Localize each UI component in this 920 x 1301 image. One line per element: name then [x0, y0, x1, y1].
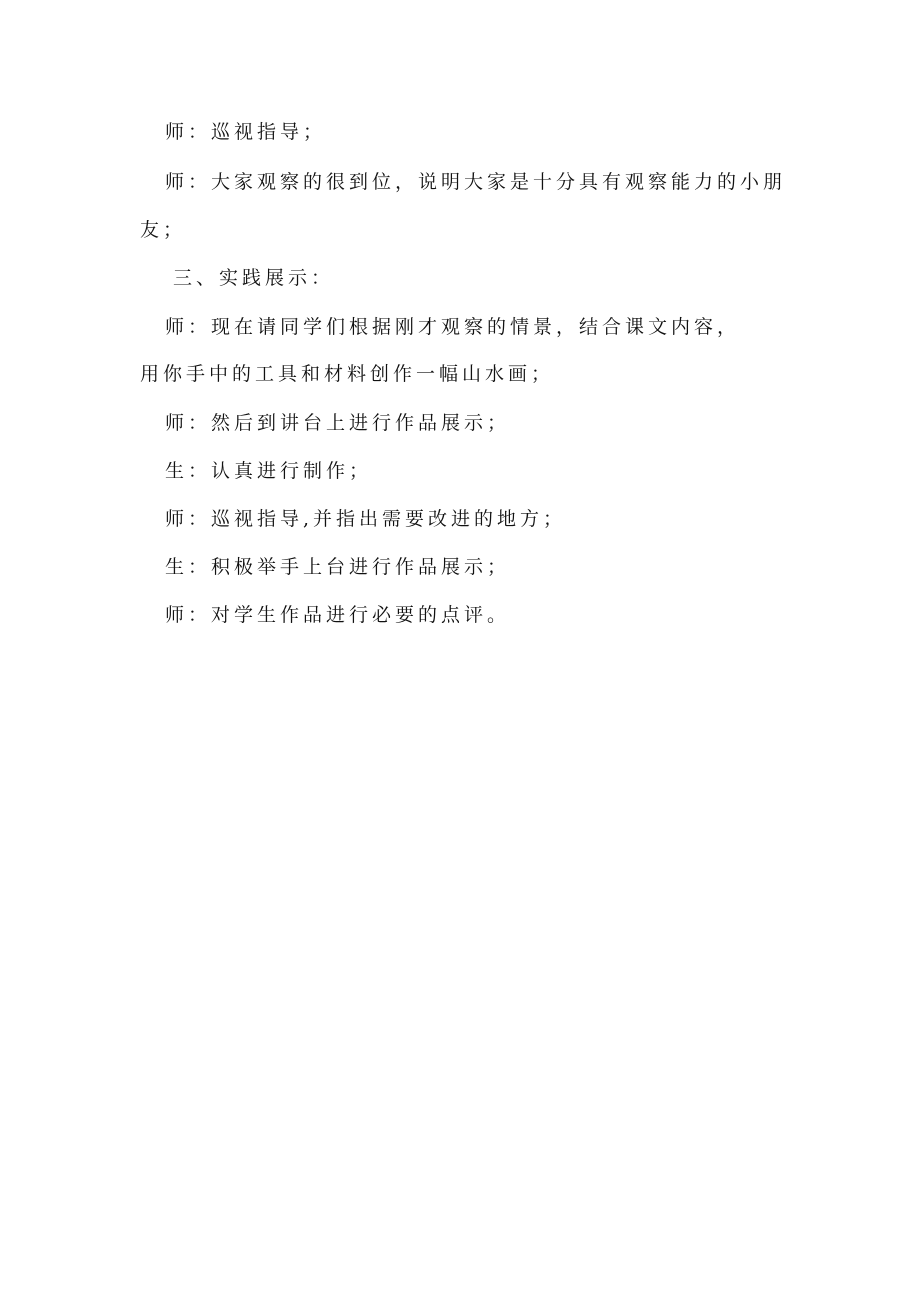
paragraph-line: 生：认真进行制作；: [165, 460, 373, 482]
paragraph-line: 师：大家观察的很到位，说明大家是十分具有观察能力的小朋: [165, 171, 787, 193]
paragraph-line: 师：然后到讲台上进行作品展示；: [165, 412, 511, 434]
paragraph-line: 师：对学生作品进行必要的点评。: [165, 604, 511, 626]
paragraph-line: 友；: [140, 219, 187, 241]
paragraph-line: 师：巡视指导,并指出需要改进的地方；: [165, 508, 567, 530]
section-heading: 三、实践展示：: [173, 267, 335, 289]
paragraph-line: 生：积极举手上台进行作品展示；: [165, 556, 511, 578]
paragraph-line: 师：现在请同学们根据刚才观察的情景，结合课文内容，: [165, 316, 741, 338]
paragraph-line: 用你手中的工具和材料创作一幅山水画；: [140, 363, 555, 385]
paragraph-line: 师：巡视指导；: [165, 121, 327, 143]
